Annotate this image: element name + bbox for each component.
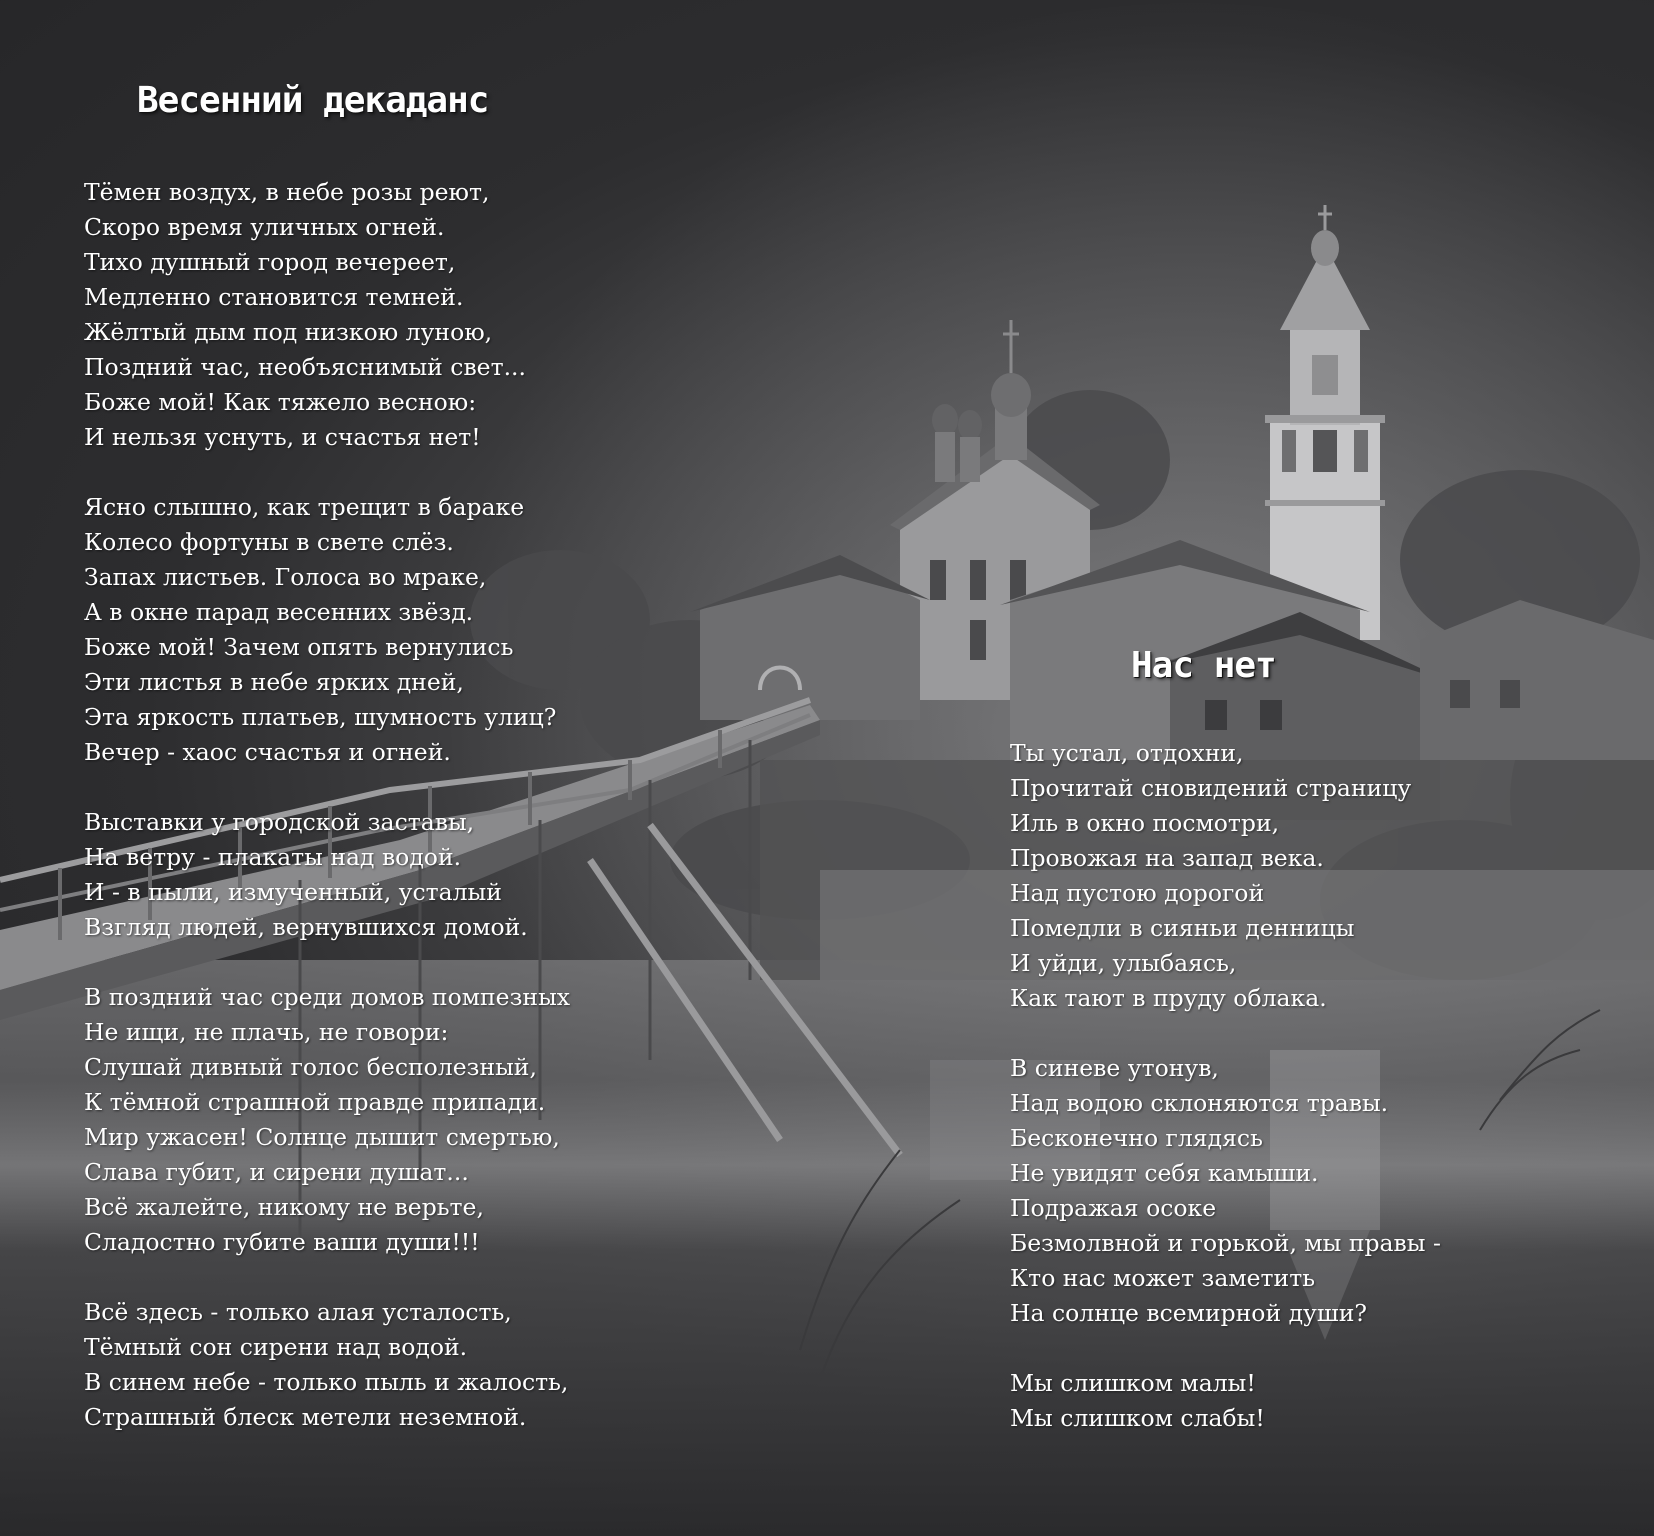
poem-line: Безмолвной и горькой, мы правы - xyxy=(1010,1229,1441,1257)
poem-line: На солнце всемирной души? xyxy=(1010,1299,1367,1327)
stanza xyxy=(84,1295,570,1435)
poem-line: Кто нас может заметить xyxy=(1010,1264,1316,1292)
poem-line: Всё здесь - только алая усталость, xyxy=(84,1298,512,1326)
poem-line: А в окне парад весенних звёзд. xyxy=(84,598,474,626)
poem-line: И нельзя уснуть, и счастья нет! xyxy=(84,423,481,451)
poem-line: Взгляд людей, вернувшихся домой. xyxy=(84,913,528,941)
poem-line: К тёмной страшной правде припади. xyxy=(84,1088,546,1116)
poem-line: Иль в окно посмотри, xyxy=(1010,809,1280,837)
poem-line: Над водою склоняются травы. xyxy=(1010,1089,1389,1117)
poem-line: Страшный блеск метели неземной. xyxy=(84,1403,527,1431)
poem-line: Медленно становится темней. xyxy=(84,283,464,311)
poem-line: Провожая на запад века. xyxy=(1010,844,1324,872)
poem-line: Как тают в пруду облака. xyxy=(1010,984,1327,1012)
poem-line: Подражая осоке xyxy=(1010,1194,1217,1222)
poem-line: Тихо душный город вечереет, xyxy=(84,248,456,276)
poem-line: Мы слишком слабы! xyxy=(1010,1404,1265,1432)
left-poem-title: Весенний декаданс xyxy=(137,80,489,121)
poem-line: Жёлтый дым под низкою луною, xyxy=(84,318,493,346)
poem-line: Выставки у городской заставы, xyxy=(84,808,475,836)
poem-line: Эти листья в небе ярких дней, xyxy=(84,668,464,696)
right-poem-title: Нас нет xyxy=(1131,645,1276,686)
stanza xyxy=(1010,1051,1441,1331)
poem-line: Поздний час, необъяснимый свет... xyxy=(84,353,526,381)
poem-line: Боже мой! Как тяжело весною: xyxy=(84,388,477,416)
poem-line: Бесконечно глядясь xyxy=(1010,1124,1263,1152)
stanza xyxy=(84,490,570,770)
stanza xyxy=(84,175,570,455)
poem-line: Помедли в сияньи денницы xyxy=(1010,914,1355,942)
poem-line: И уйди, улыбаясь, xyxy=(1010,949,1237,977)
poem-line: Ясно слышно, как трещит в бараке xyxy=(84,493,525,521)
poem-line: Боже мой! Зачем опять вернулись xyxy=(84,633,514,661)
poem-line: В синем небе - только пыль и жалость, xyxy=(84,1368,569,1396)
poem-line: Мир ужасен! Солнце дышит смертью, xyxy=(84,1123,560,1151)
poem-line: Запах листьев. Голоса во мраке, xyxy=(84,563,487,591)
poem-line: На ветру - плакаты над водой. xyxy=(84,843,462,871)
poem-line: Тёмный сон сирени над водой. xyxy=(84,1333,468,1361)
poem-line: Слава губит, и сирени душат... xyxy=(84,1158,469,1186)
poem-line: Над пустою дорогой xyxy=(1010,879,1265,907)
poem-line: Не увидят себя камыши. xyxy=(1010,1159,1319,1187)
poem-line: Вечер - хаос счастья и огней. xyxy=(84,738,451,766)
poem-line: Сладостно губите ваши души!!! xyxy=(84,1228,480,1256)
poem-line: И - в пыли, измученный, усталый xyxy=(84,878,502,906)
right-poem-body xyxy=(1010,736,1441,1436)
poem-line: Ты устал, отдохни, xyxy=(1010,739,1244,767)
poem-line: В поздний час среди домов помпезных xyxy=(84,983,571,1011)
poem-line: Скоро время уличных огней. xyxy=(84,213,445,241)
poem-line: Тёмен воздух, в небе розы реют, xyxy=(84,178,490,206)
poem-line: В синеве утонув, xyxy=(1010,1054,1219,1082)
poem-line: Колесо фортуны в свете слёз. xyxy=(84,528,454,556)
poem-line: Не ищи, не плачь, не говори: xyxy=(84,1018,449,1046)
stanza xyxy=(84,980,570,1260)
poem-line: Прочитай сновидений страницу xyxy=(1010,774,1412,802)
stanza xyxy=(1010,736,1441,1016)
poem-line: Слушай дивный голос бесполезный, xyxy=(84,1053,537,1081)
left-poem-body xyxy=(84,175,570,1435)
stanza xyxy=(84,805,570,945)
stanza xyxy=(1010,1366,1441,1436)
poem-line: Всё жалейте, никому не верьте, xyxy=(84,1193,484,1221)
poem-line: Эта яркость платьев, шумность улиц? xyxy=(84,703,557,731)
poem-line: Мы слишком малы! xyxy=(1010,1369,1256,1397)
